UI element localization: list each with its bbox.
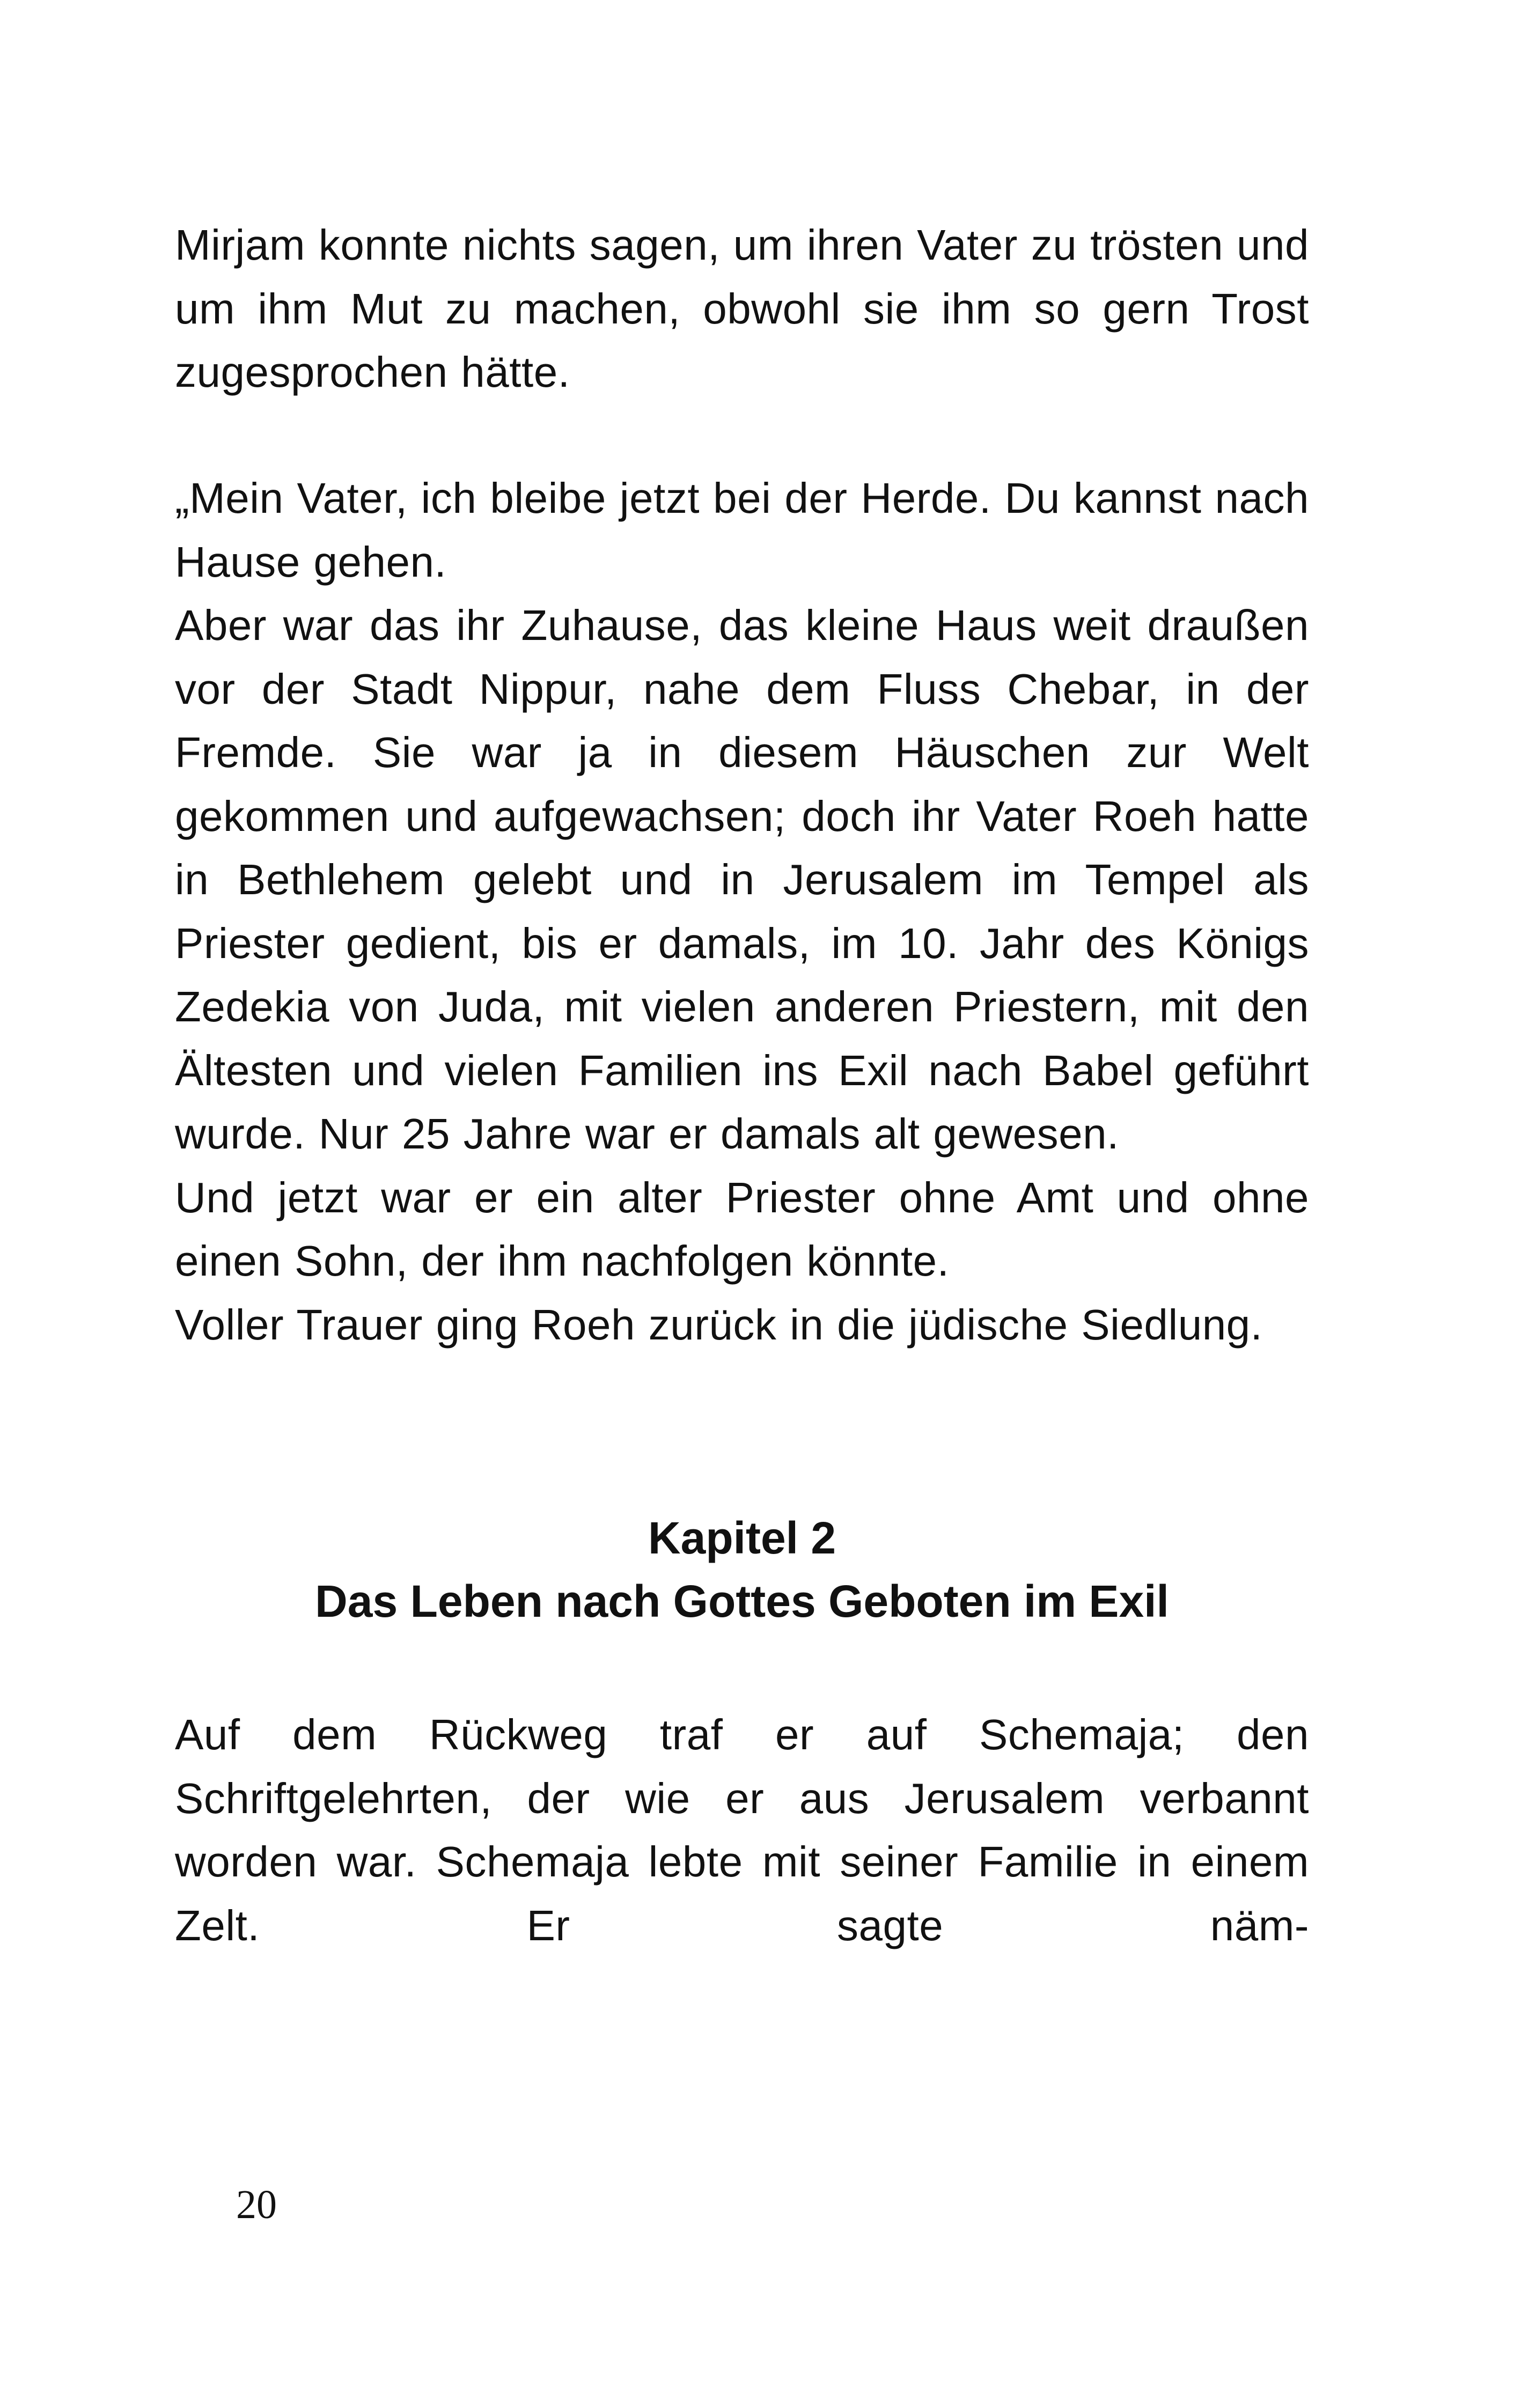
chapter-heading — [175, 1506, 1309, 1633]
page-number: 20 — [236, 2182, 277, 2227]
paragraph-text: Auf dem Rückweg traf er auf Schemaja; den Schriftgelehrten, der wie er aus Jerusalem verbannt worden war. Schemaja lebte mit seiner Familie in einem Zelt. Er sagte näm- — [175, 1711, 1309, 1949]
paragraph-1 — [175, 213, 1309, 404]
paragraph-text: Und jetzt war er ein alter Priester ohne Amt und ohne einen Sohn, der ihm nachfolgen könnte. — [175, 1173, 1309, 1285]
paragraph-text: Mirjam konnte nichts sagen, um ihren Vater zu trösten und um ihm Mut zu machen, obwohl sie ihm so gern Trost zugesprochen hätte. — [175, 221, 1309, 396]
paragraph-3 — [175, 1703, 1309, 1957]
chapter-number: Kapitel 2 — [648, 1513, 836, 1563]
paragraph-2 — [175, 467, 1309, 1357]
paragraph-text: Aber war das ihr Zuhause, das kleine Haus weit draußen vor der Stadt Nippur, nahe dem Fluss Chebar, in der Fremde. Sie war ja in diesem Häuschen zur Welt gekommen und aufgewachsen; doch ihr Vater Roeh hatte in Bethlehem gelebt und in Jerusalem im Tempel als Priester gedient, bis er damals, im 10. Jahr des Königs Zedekia von Juda, mit vielen anderen Priestern, mit den Ältesten und vielen Familien ins Exil nach Babel geführt wurde. Nur 25 Jahre war er damals alt gewesen. — [175, 601, 1309, 1158]
paragraph-text: Voller Trauer ging Roeh zurück in die jüdische Siedlung. — [175, 1300, 1263, 1349]
paragraph-text: „Mein Vater, ich bleibe jetzt bei der Herde. Du kannst nach Hause gehen. — [175, 474, 1309, 586]
chapter-title: Das Leben nach Gottes Geboten im Exil — [315, 1576, 1169, 1626]
